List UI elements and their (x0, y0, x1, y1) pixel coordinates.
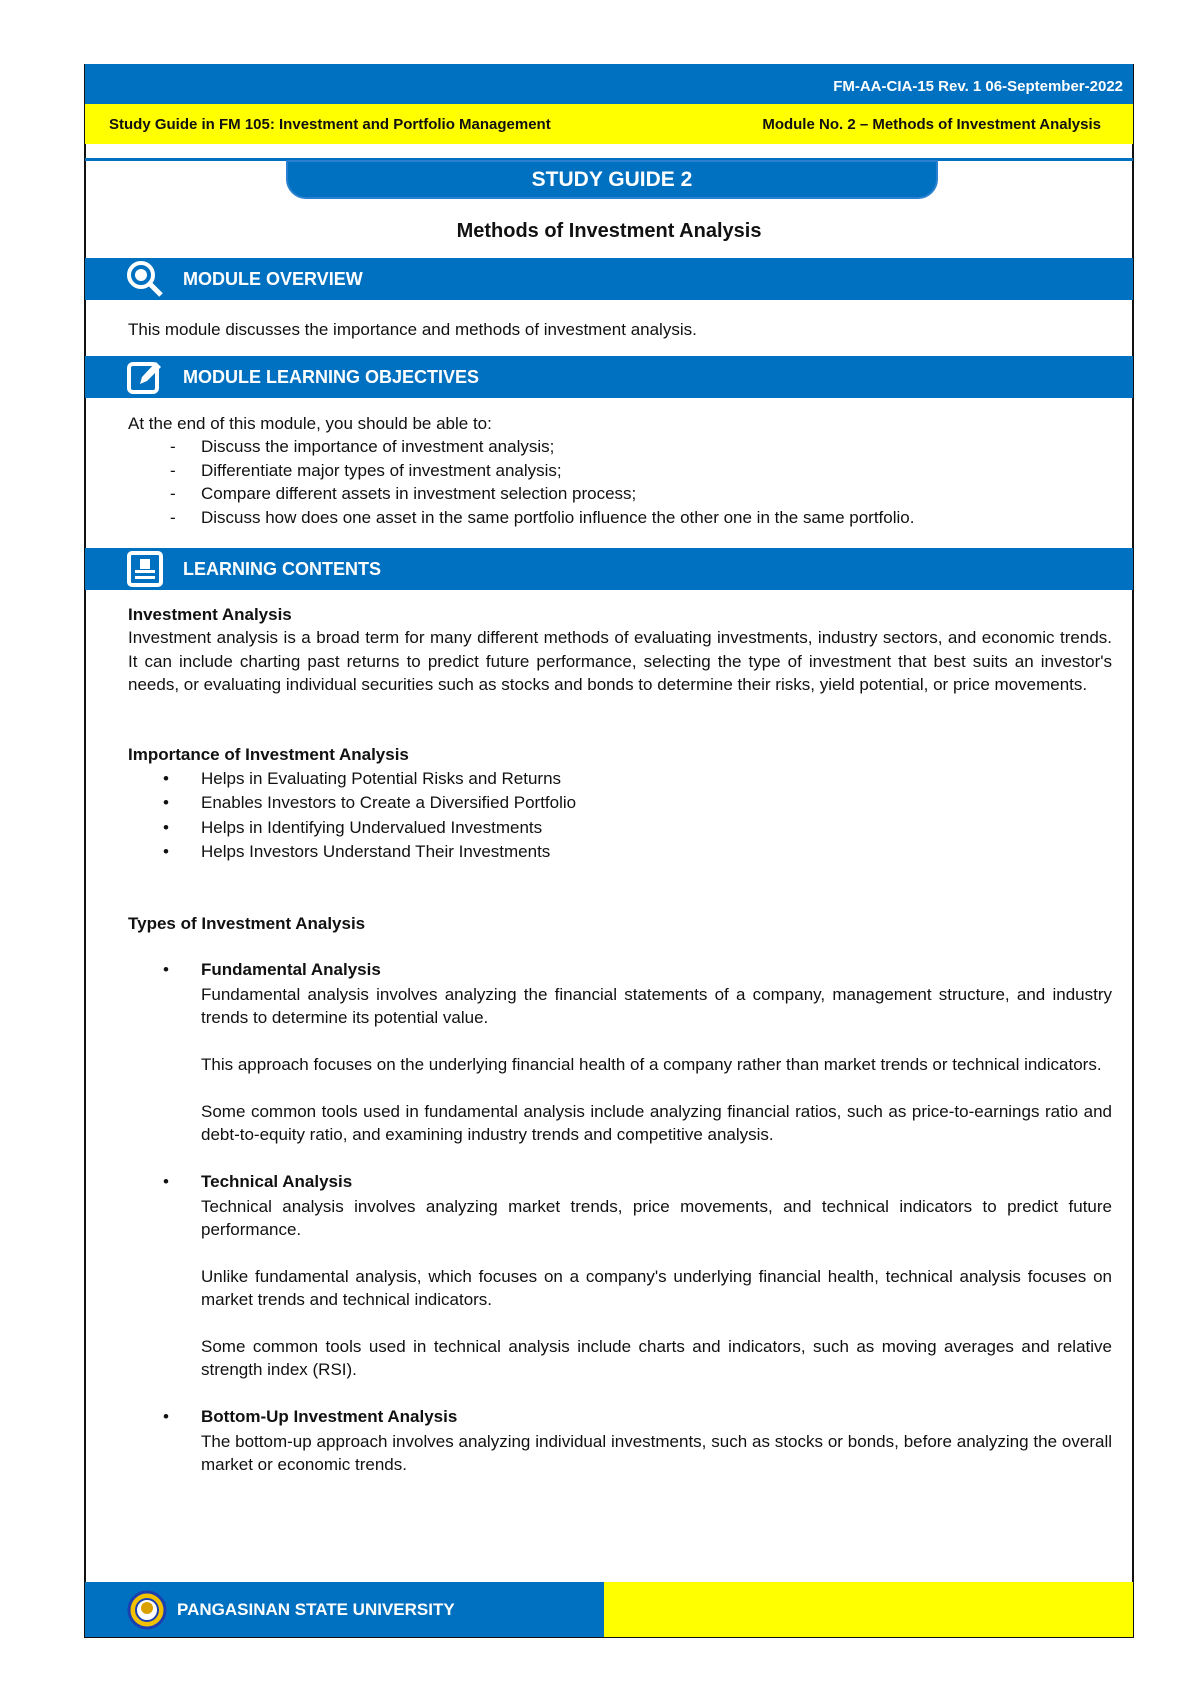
item-text: Compare different assets in investment selection process; (201, 484, 637, 504)
list-item: • Helps in Evaluating Potential Risks and Returns (128, 767, 1112, 792)
page-title: Methods of Investment Analysis (456, 220, 762, 242)
magnifier-icon (123, 259, 167, 299)
study-guide-badge: STUDY GUIDE 2 (286, 160, 938, 199)
list-item: - Differentiate major types of investment analysis; (128, 459, 1118, 482)
university-name: PANGASINAN STATE UNIVERSITY (177, 1599, 455, 1619)
list-item: • Helps Investors Understand Their Investments (128, 840, 1112, 865)
module-title: Module No. 2 – Methods of Investment Analysis (762, 115, 1101, 133)
type-name: Technical Analysis (201, 1172, 353, 1192)
subheading: Types of Investment Analysis (128, 913, 366, 933)
item-text: Discuss how does one asset in the same portfolio influence the other one in the same portfolio. (201, 507, 915, 527)
subheading: Importance of Investment Analysis (128, 745, 409, 765)
paragraph: Technical analysis involves analyzing market trends, price movements, and technical indicators to predict future performance. (201, 1196, 1112, 1240)
overview-text: This module discusses the importance and methods of investment analysis. (128, 320, 697, 339)
paragraph: Some common tools used in technical analysis include charts and indicators, such as moving averages and relative strength index (RSI). (201, 1337, 1112, 1380)
item-text: Helps in Identifying Undervalued Investments (201, 817, 543, 837)
section-heading: MODULE OVERVIEW (183, 268, 363, 289)
type-item: • Fundamental Analysis (128, 958, 1112, 983)
course-title: Study Guide in FM 105: Investment and Portfolio Management (109, 115, 551, 133)
type-name: Bottom-Up Investment Analysis (201, 1407, 458, 1427)
document-icon (123, 549, 167, 589)
footer-yellow-band (604, 1582, 1133, 1637)
module-overview-bar (85, 258, 1133, 300)
list-item: - Discuss how does one asset in the same portfolio influence the other one in the same portfolio. (128, 506, 1118, 529)
university-seal-icon (127, 1590, 167, 1630)
item-text: Enables Investors to Create a Diversified Portfolio (201, 793, 577, 813)
paragraph: Investment analysis is a broad term for many different methods of evaluating investments, industry sectors, and economic trends. It can include charting past returns to predict future performance, selecting the type of investment that best suits an investor's needs, or evaluating individual securities such as stocks and bonds to determine their risks, yield potential, or price movements. (128, 628, 1112, 695)
footer (85, 1582, 604, 1637)
item-text: Helps in Evaluating Potential Risks and Returns (201, 768, 562, 788)
objectives-bar (85, 356, 1133, 398)
item-text: Discuss the importance of investment analysis; (201, 437, 555, 457)
section-heading: LEARNING CONTENTS (183, 558, 381, 579)
learning-contents-bar (85, 548, 1133, 590)
list-item: • Enables Investors to Create a Diversified Portfolio (128, 791, 1112, 816)
paragraph: This approach focuses on the underlying financial health of a company rather than market trends or technical indicators. (201, 1055, 1102, 1075)
list-item: • Helps in Identifying Undervalued Investments (128, 816, 1112, 841)
section-heading: MODULE LEARNING OBJECTIVES (183, 366, 480, 387)
paragraph: The bottom-up approach involves analyzing individual investments, such as stocks or bonds, before analyzing the overall market or economic trends. (201, 1431, 1112, 1475)
subheading: Investment Analysis (128, 605, 292, 624)
type-name: Fundamental Analysis (201, 960, 381, 980)
list-item: - Compare different assets in investment selection process; (128, 482, 1118, 505)
objectives-list (128, 412, 1118, 529)
list-item: - Discuss the importance of investment analysis; (128, 435, 1118, 458)
type-item: • Technical Analysis (128, 1170, 1112, 1195)
item-text: Helps Investors Understand Their Investments (201, 842, 551, 862)
paragraph: Fundamental analysis involves analyzing the financial statements of a company, management structure, and industry trends to determine its potential value. (201, 984, 1112, 1028)
form-code: FM-AA-CIA-15 Rev. 1 06-September-2022 (85, 64, 1133, 104)
edit-icon (123, 357, 167, 397)
type-item: • Bottom-Up Investment Analysis (128, 1405, 1112, 1430)
learning-contents (128, 603, 1112, 1477)
course-header (85, 104, 1133, 144)
paragraph: Unlike fundamental analysis, which focuses on a company's underlying financial health, technical analysis focuses on market trends and technical indicators. (201, 1266, 1112, 1310)
item-text: Differentiate major types of investment analysis; (201, 460, 562, 480)
paragraph: Some common tools used in fundamental analysis include analyzing financial ratios, such as price-to-earnings ratio and debt-to-equity ratio, and examining industry trends and competitive analysis. (201, 1101, 1112, 1145)
objectives-intro: At the end of this module, you should be able to: (128, 414, 492, 433)
